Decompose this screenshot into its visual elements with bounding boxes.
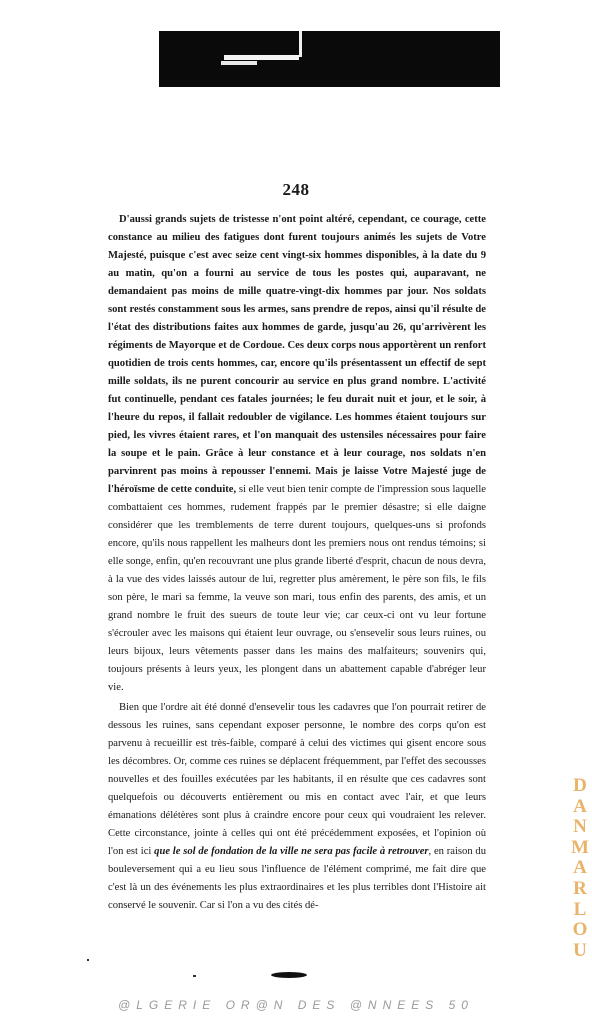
text-run-emphasis: que le sol de fondation de la ville ne sera pas facile à retrouver: [154, 846, 429, 857]
scan-mark: [299, 31, 302, 57]
body-text: [108, 211, 486, 915]
text-run: si elle veut bien tenir compte de l'impression sous laquelle combattaient ces hommes, rudement frappés par le premier désastre; si elle daigne considérer que les tremblements de terre durent toujours, quelques-uns si profonds encore, qu'ils nous rappellent les malheurs dont les premiers nous ont rendus témoins; si elle songe, enfin, qu'en recouvrant une plus grande liberté d'esprit, chacun de nous devra, à la vue des vides laissés autour de lui, regretter plus amèrement, le père son fils, le fils son père, le mari sa femme, la veuve son mari, tous enfin des parents, des amis, et un grand nombre le fruit des sueurs de toute leur vie; car ceux-ci ont vu leur fortune s'écrouler avec les maisons qui étaient leur ouvrage, ou s'ensevelir sous leurs ruines, ou leurs bijoux, leurs vêtements passer dans les mains des malfaiteurs; souvenirs qui, toujours présents à leurs yeux, les plongent dans un abattement capable d'abréger leur vie.: [108, 484, 486, 693]
watermark-letter: D: [573, 775, 587, 796]
text-run: Mais je laisse Votre Majesté juge de l'héroïsme de cette conduite,: [108, 466, 486, 495]
watermark-letter: R: [573, 877, 587, 899]
footer-watermark: @LGERIE OR@N DES @NNEES 50: [118, 998, 474, 1012]
watermark-letter: U: [573, 939, 587, 961]
vertical-watermark: [569, 776, 591, 961]
text-run: , en raison du bouleversement qui a eu lieu sous l'influence de l'élément comprimé, me fait dire que c'est là un des événements les plus extraordinaires et les plus terribles dont l'Histoire ait conservé le souvenir. Car si l'on a vu des cités dé-: [108, 846, 487, 911]
watermark-letter: A: [573, 857, 587, 879]
watermark-letter: O: [572, 919, 588, 941]
watermark-letter: A: [573, 795, 587, 817]
paragraph-2: [108, 699, 486, 915]
watermark-letter: N: [573, 816, 587, 838]
scan-mark: [221, 61, 257, 65]
scan-speck: [193, 975, 196, 977]
text-run: D'aussi grands sujets de tristesse n'ont point altéré, cependant, ce courage, cette constance au milieu des fatigues dont furent toujours animés les sujets de Votre Majesté, puisque c'est avec seize cent vingt-six hommes disponibles, à la date du 9 au matin, qu'on a fourni au service de tous les postes qui, auparavant, ne demandaient pas moins de mille quatre-vingt-dix hommes par jour. Nos soldats sont restés constamment sous les armes, sans prendre de repos, ainsi qu'il résulte de l'état des distributions faites aux hommes de garde, jusqu'au 26, qu'arrivèrent les régiments de Mayorque et de Cordoue. Ces deux corps nous apportèrent un renfort quotidien de trois cents hommes, car, encore qu'ils présentassent un effectif de sept mille soldats, ils ne purent concourir au service en plus grand nombre. L'activité fut continuelle, pendant ces fatales journées; le feu durait nuit et jour, et le soir, à l'heure du repos, il fallait redoubler de vigilance. Les hommes étaient toujours sur pied, les vivres étaient rares, et l'on manquait des ustensiles nécessaires pour faire la soupe et le pain. Grâce à leur constance et à leur courage, nos soldats n'en parvinrent pas moins à repousser l'ennemi.: [108, 214, 486, 477]
scan-black-band: [159, 31, 500, 87]
scan-smudge: [271, 972, 307, 978]
scan-speck: [87, 959, 89, 961]
paragraph-1: [108, 211, 486, 697]
text-run: Bien que l'ordre ait été donné d'ensevelir tous les cadavres que l'on pourrait retirer de dessous les ruines, sans cependant exposer personne, le nombre des corps qu'on est parvenu à recueillir est très-faible, comparé à celui des victimes qui gisent encore sous les décombres. Or, comme ces ruines se déplacent fréquemment, par l'effet des secousses nouvelles et des fouilles exécutées par les habitants, il en résulte que ces cadavres sont quelquefois ou découverts entièrement ou mis en contact avec l'air, et que leurs émanations délétères sont plus à craindre encore pour ceux qui voudraient les relever. Cette circonstance, jointe à celles qui ont été précédemment exposées, et l'opinion où l'on est ici: [108, 702, 486, 857]
scan-mark: [224, 55, 299, 60]
page-number: 248: [282, 180, 310, 199]
watermark-letter: M: [571, 836, 589, 858]
watermark-letter: L: [573, 898, 587, 920]
